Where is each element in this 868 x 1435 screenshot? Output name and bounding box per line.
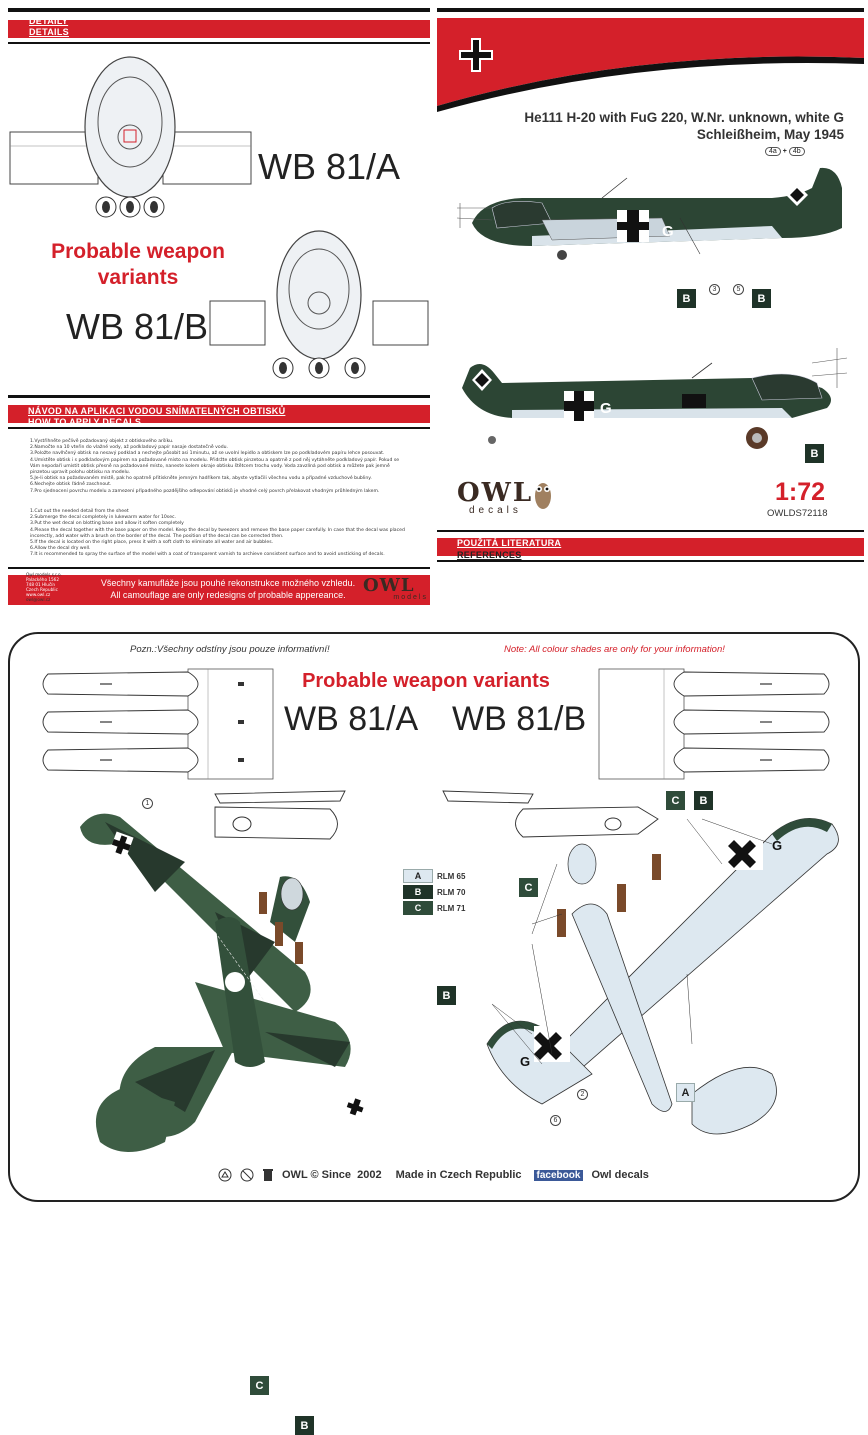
company-line: www.owl.cz — [26, 592, 51, 597]
callout-3: 3 — [709, 284, 720, 295]
details-red-band — [8, 20, 430, 38]
references-section — [437, 530, 864, 570]
company-address — [26, 572, 62, 602]
details-label-cz: DETAILY — [29, 16, 69, 26]
bin-icon — [262, 1168, 274, 1182]
instructions-section — [8, 395, 430, 613]
weapon-title-line2: variants — [97, 266, 179, 289]
instr-en-line: 5.If the decal is located on the right place, press it with a soft cloth to eliminate all water and air bubbles. — [30, 540, 274, 546]
instr-en-line: incorectly, add water with a brush on the border of the decal. The position of the decal can be corrected then. — [30, 533, 284, 539]
he111-bottom-view — [472, 804, 852, 1164]
camo-note-en: All camouflage are only redesigns of probable appereance. — [110, 590, 346, 600]
legend-box-a: A — [403, 869, 433, 883]
ref-label-en: REFERENCES — [457, 550, 522, 560]
legend-name-a: RLM 65 — [437, 871, 466, 881]
code-letter-bottom2: G — [520, 1054, 531, 1069]
instr-en-line: 1.Cut out the needed detail from the sheet — [30, 509, 129, 514]
instr-en-line: 4.Please the decal together with the base paper on the model. Keep the decal by tweezers and remove the base paper carefully. In case that the decal was placed — [30, 527, 405, 533]
bottom-footer — [218, 1168, 649, 1182]
bottom-panel — [8, 632, 860, 1432]
instr-cz-line: 5.Je-li obtisk na požadovaném místě, pak ho opatrně přitiskněte jemným hadříkem tak, abyste vytlačili všechnu vodu a případné vzduchové bubliny. — [30, 476, 372, 482]
instr-en-line: 7.It is recommended to spray the surface of the model with a coat of transparent varnish to archieve consistent surface and to avoid unsticking of decals. — [30, 552, 385, 558]
camo-note-cz: Všechny kamufláže jsou pouhé rekonstrukce možného vzhledu. — [100, 578, 356, 588]
legend-box-c: C — [403, 901, 433, 915]
ref-top-line — [437, 530, 864, 532]
decal-ref-b: 4b — [789, 147, 805, 156]
tag-b-bottom-top: B — [694, 791, 713, 810]
instr-en-line: 2.Submerge the decal completely in lukewarm water for 10sec. — [30, 515, 177, 521]
company-line: Palackého 1562 — [26, 577, 59, 582]
instr-label-en: HOW TO APPLY DECALS — [28, 417, 142, 427]
instr-cz-line: 4.Umístěte obtisk i s podkladovým papírem na požadované místo na modelu. Přidržte obtisk pinzetou a opatrně z pod něj vytáhněte podkladový papír. Pokud se — [30, 457, 400, 463]
age-warning-icon — [240, 1168, 254, 1182]
instr-en-block — [30, 509, 425, 559]
owl-copyright: OWL © Since 2002 — [282, 1169, 382, 1181]
he111-top-view — [65, 802, 365, 1172]
tag-b-bottom-left: B — [437, 986, 456, 1005]
code-letter-side1: G — [662, 223, 674, 240]
ref-label-cz: POUŽITÁ LITERATURA — [457, 538, 562, 548]
tag-c-topview: C — [250, 1376, 269, 1395]
wb81b-drawing — [208, 223, 430, 388]
owl-models-text: OWL — [363, 575, 415, 596]
company-line: Czech Republic — [26, 587, 58, 592]
wb81-topview-right — [594, 664, 834, 784]
details-section — [8, 8, 430, 393]
owl-decals-text: OWL — [457, 478, 534, 508]
wb81a-drawing — [8, 42, 253, 232]
legend-row-a — [403, 868, 465, 884]
tag-c-bottom-left: C — [519, 878, 538, 897]
made-in: Made in Czech Republic — [395, 1169, 522, 1181]
tag-b-side1-left: B — [677, 289, 696, 308]
facebook-page: Owl decals — [591, 1169, 649, 1181]
instr-cz-block — [30, 439, 425, 495]
tag-b-side1-right: B — [752, 289, 771, 308]
instr-en-line: 6.Allow the decal dry well. — [30, 546, 91, 552]
company-line: Owl models s.r.o. — [26, 572, 62, 577]
aircraft-title: He111 H-20 with FuG 220, W.Nr. unknown, white G — [524, 110, 844, 125]
instr-cz-line: 2.Namočte na 10 vteřin do vlažné vody, až podkladový papír nasaje dostatečně vodu. — [30, 445, 228, 451]
facebook-badge: facebook — [534, 1170, 584, 1181]
legend-name-c: RLM 71 — [437, 903, 466, 913]
callout-2: 2 — [577, 1089, 588, 1100]
he111-side-profile-left — [452, 158, 847, 268]
instr-cz-line: Vám nepodaří umístit obtisk přesně na požadované místo, naneste kolem okraje obtisku štětcem trochu vody. Voda zavzlíná pod obtisk a můžete pak jemně — [30, 463, 390, 469]
owl-decals-word: decals — [469, 505, 522, 516]
tag-b-topview: B — [295, 1416, 314, 1435]
tag-c-bottom-top: C — [666, 791, 685, 810]
bottom-wb81a: WB 81/A — [284, 700, 419, 738]
company-line: 748 01 Hlučín — [26, 582, 56, 587]
note-en: Note: All colour shades are only for your information! — [504, 644, 725, 655]
legend-box-b: B — [403, 885, 433, 899]
aircraft-subtitle: Schleißheim, May 1945 — [696, 127, 844, 142]
aircraft-header-swoosh — [437, 18, 864, 108]
legend-name-b: RLM 70 — [437, 887, 466, 897]
company-line: owl@owl.cz — [26, 597, 51, 602]
wb81b-label: WB 81/B — [66, 306, 209, 347]
wb81a-label: WB 81/A — [258, 146, 401, 187]
instr-cz-line: 6.Nechejte obtisk řádně zaschnout. — [30, 482, 112, 488]
wb81-topview-left — [38, 664, 278, 784]
decal-ref-plus: + — [782, 148, 787, 155]
owl-models-logo — [363, 575, 428, 609]
instr-cz-line: pinzetou upravit polohu obtisku na modelu. — [30, 470, 131, 476]
instr-cz-line: 1.Vystřihněte pečlivě požadovaný objekt z obtiskového aršíku. — [30, 439, 174, 444]
aircraft-section — [437, 8, 864, 528]
weapon-title-line1: Probable weapon — [51, 240, 225, 263]
aircraft-top-line — [437, 8, 864, 12]
details-label-en: DETAILS — [29, 27, 69, 37]
details-top-line — [8, 8, 430, 12]
tag-b-side2: B — [805, 444, 824, 463]
callout-1: 1 — [142, 798, 153, 809]
decal-ref-a: 4a — [765, 147, 781, 156]
instr-label-cz: NÁVOD NA APLIKACI VODOU SNÍMATELNÝCH OBTISKŮ — [28, 406, 286, 416]
owl-models-word: models — [393, 594, 428, 601]
instr-footer-line — [8, 567, 430, 569]
callout-6: 6 — [550, 1115, 561, 1126]
instr-en-line: 3.Put the wet decal on blotting base and allow it soften completely — [30, 521, 184, 527]
callout-5: 5 — [733, 284, 744, 295]
legend-row-b — [403, 884, 465, 900]
decal-ref — [765, 147, 805, 156]
code-letter-bottom1: G — [772, 838, 783, 853]
bottom-wb81b: WB 81/B — [452, 700, 587, 738]
instr-cz-line: 3.Položte navlhčený obtisk na nesavý podklad a nechejte působit asi 1minutu, až se uvolní lepidlo a obtiskem lze po podkladovém papíru lehce posouvat. — [30, 451, 385, 457]
instr-top-line — [8, 395, 430, 398]
scale-label: 1:72 — [775, 478, 826, 506]
owl-mascot-icon — [533, 476, 553, 510]
instr-cz-line: 7.Pro sjednocení povrchu modelu a zamezení případného pozdějšího odlepování obtisků je vhodné celý povrch přelakovat vhodným průhledným lakem. — [30, 488, 380, 494]
note-cz: Pozn.:Všechny odstíny jsou pouze informativní! — [130, 644, 330, 655]
product-code: OWLDS72118 — [767, 508, 828, 519]
tag-a-bottom: A — [676, 1083, 695, 1102]
recycle-icon — [218, 1168, 232, 1182]
balkenkreuz-icon — [457, 36, 495, 74]
code-letter-side2: G — [600, 400, 612, 417]
colour-legend — [403, 868, 465, 916]
he111-side-profile-right — [452, 328, 852, 453]
bottom-weapon-title: Probable weapon variants — [302, 670, 550, 692]
legend-row-c — [403, 900, 465, 916]
